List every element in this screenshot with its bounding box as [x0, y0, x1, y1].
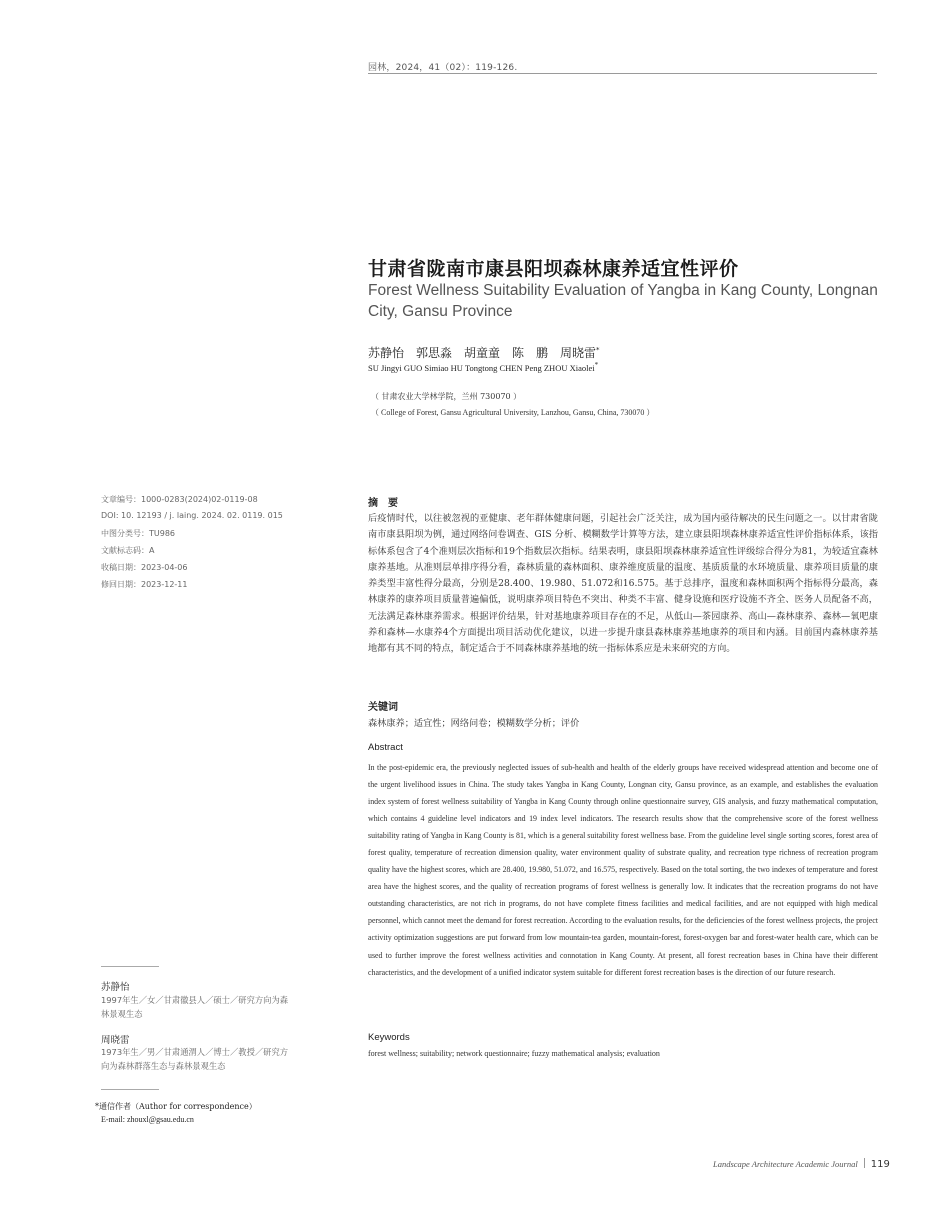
bio-name: 苏静怡 [101, 982, 130, 993]
authors-cn-names: 苏静怡 郭思淼 胡童童 陈 鹏 周晓雷 [368, 346, 597, 360]
keywords-cn-label: 关键词 [368, 702, 398, 713]
affiliation-cn: （ 甘肃农业大学林学院，兰州 730070 ） [371, 392, 522, 401]
keywords-en-text: forest wellness; suitability; network questionnaire; fuzzy mathematical analysis; evaluation [368, 1049, 660, 1058]
bio-text: 1997年生／女／甘肃徽县人／硕士／研究方向为森林景观生态 [101, 995, 289, 1019]
meta-received: 收稿日期：2023-04-06 [101, 563, 188, 572]
meta-revised: 修回日期：2023-12-11 [101, 580, 188, 589]
correspondence-email: E-mail: zhouxl@gsau.edu.cn [101, 1115, 194, 1124]
meta-doi: DOI: 10. 12193 / j. laing. 2024. 02. 0119. 015 [101, 511, 283, 520]
page-number: 119 [870, 1159, 890, 1170]
bio-name: 周晓雷 [101, 1035, 130, 1046]
meta-clc: 中图分类号：TU986 [101, 529, 176, 538]
page-footer [713, 1158, 890, 1170]
authors-en-names: SU Jingyi GUO Simiao HU Tongtong CHEN Peng ZHOU Xiaolei [368, 362, 595, 373]
abstract-en-text: In the post-epidemic era, the previously neglected issues of sub-health and health of the elderly groups have received widespread attention and become one of the urgent livelihood issues in China. The study takes Yangba in Kang County, Longnan city, Gansu province, as an example, and establishes the evaluation index system of forest wellness suitability of Yangba in Kang County through online questionnaire survey, GIS analysis, and fuzzy mathematical computation, which contains 4 guideline level indicators and 19 index level indicators. The research results show that the comprehensive score of the forest wellness suitability rating of Yangba in Kang County is 81, which is a general suitability forest wellness base. From the guideline level single sorting scores, forest area of forest quality, temperature of recreation dimension quality, water environment quality of substrate quality, and recreation type richness of recreation program quality have the highest scores, which are 28.400, 19.980, 51.072, and 16.575, respectively. Based on the total sorting, the two indexes of temperature and forest area have the highest scores, and the quality of recreation programs of forest wellness is generally low. It indicates that the recreation programs do not have outstanding characteristics, are not rich in programs, do not have complete fitness facilities and medical facilities, and are not equipped with high medical personnel, which cannot meet the demand for forest recreation. According to the evaluation results, for the deficiencies of the forest wellness projects, the project activity optimization suggestions are put forward from low mountain-tea garden, mountain-forest, forest-oxygen bar and forest-water health care, which can be used to further improve the forest wellness activities and connotation in Kang County. At present, all forest recreation bases in China have their different characteristics, and the development of a unified indicator system suitable for different forest recreation bases is the direction of our future research. [368, 763, 878, 977]
abstract-en-label: Abstract [368, 742, 403, 753]
bio-text: 1973年生／男／甘肃通渭人／博士／教授／研究方向为森林群落生态与森林景观生态 [101, 1047, 289, 1071]
affiliation-en: （ College of Forest, Gansu Agricultural University, Lanzhou, Gansu, China, 730070 ） [371, 408, 655, 417]
footer-journal: Landscape Architecture Academic Journal [713, 1159, 858, 1169]
header-citation: 园林，2024，41（02）：119-126. [368, 63, 518, 73]
abstract-cn-label: 摘 要 [368, 498, 398, 509]
title-en: Forest Wellness Suitability Evaluation of Yangba in Kang County, Longnan City, Gansu Province [368, 282, 878, 320]
authors-en [368, 361, 598, 373]
keywords-cn-text: 森林康养；适宜性；网络问卷；模糊数学分析；评价 [368, 718, 580, 729]
authors-cn-mark: * [596, 346, 600, 354]
meta-doc-code: 文献标志码：A [101, 546, 155, 555]
correspondence-label: *通信作者（Author for correspondence） [95, 1102, 257, 1111]
meta-article-no: 文章编号：1000-0283(2024)02-0119-08 [101, 495, 258, 504]
abstract-cn-text: 后疫情时代，以往被忽视的亚健康、老年群体健康问题，引起社会广泛关注，成为国内亟待解决的民生问题之一。以甘肃省陇南市康县阳坝为例，通过网络问卷调查、GIS 分析、模糊数学计算等方法，建立康县阳坝森林康养适宜性评价指标体系，该指标体系包含了4个准则层次指标和19个指数层次指标。结果表明，康县阳坝森林康养适宜性评级综合得分为81，为较适宜森林康养基地。从准则层单排序得分看，森林质量的森林面积、康养维度质量的温度、基质质量的水环境质量、康养项目质量的康养类型丰富性得分最高，分别是28.400、19.980、51.072和16.575。基于总排序，温度和森林面积两个指标得分最高，森林康养的康养项目质量普遍偏低，说明康养项目特色不突出、种类不丰富、健身设施和医疗设施不齐全、医务人员配备不高，无法满足森林康养需求。根据评价结果，针对基地康养项目存在的不足，从低山—茶园康养、高山—森林康养、森林—氧吧康养和森林—水康养4个方面提出项目活动优化建议，以进一步提升康县森林康养基地康养的项目和内涵。目前国内森林康养基地都有其不同的特点，制定适合于不同森林康养基地的统一指标体系应是未来研究的方向。 [368, 513, 878, 655]
bio-divider-bottom [101, 1089, 159, 1090]
article-meta [101, 494, 331, 596]
bio-divider-top [101, 966, 159, 967]
title-cn: 甘肃省陇南市康县阳坝森林康养适宜性评价 [368, 258, 739, 280]
header-rule [368, 73, 877, 74]
authors-cn [368, 344, 600, 361]
footer-separator [864, 1158, 865, 1168]
keywords-en-label: Keywords [368, 1032, 410, 1043]
authors-en-mark: * [594, 361, 599, 369]
